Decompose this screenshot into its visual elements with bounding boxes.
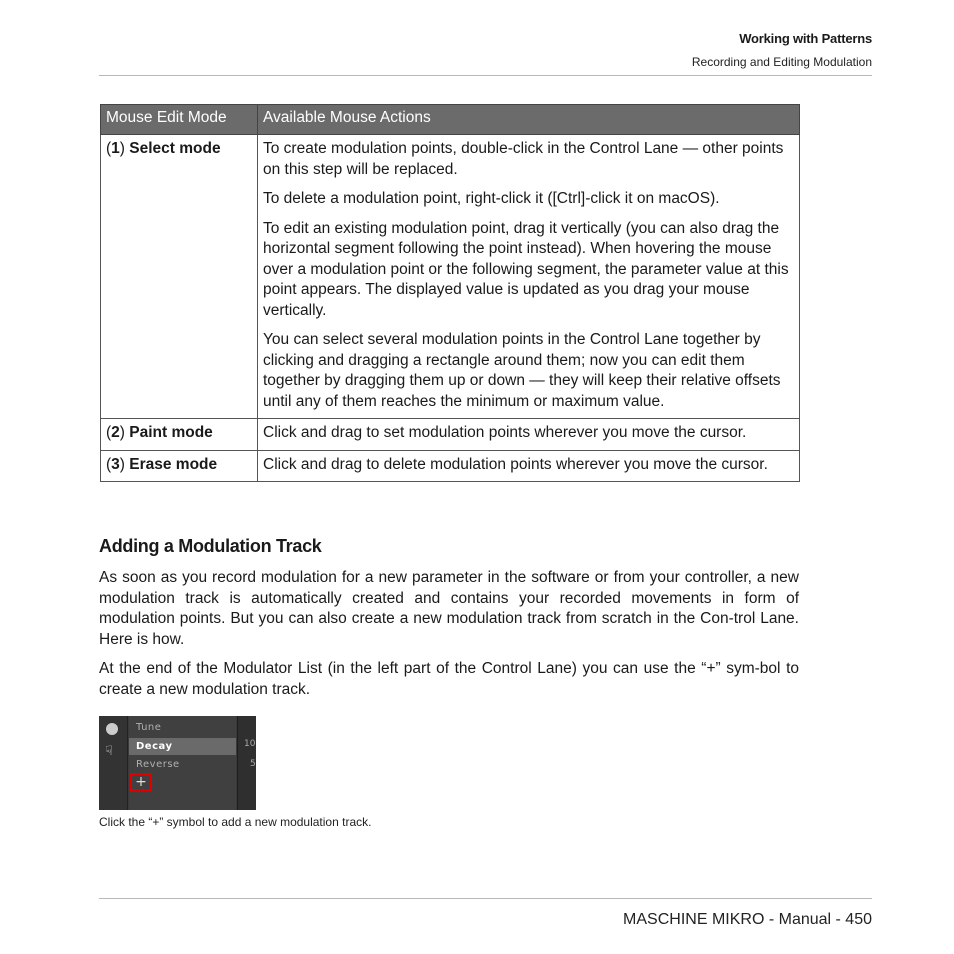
mode-number: 1 — [111, 140, 120, 157]
list-item[interactable]: Tune — [136, 722, 162, 733]
mode-number: 3 — [111, 455, 120, 473]
action-text: To edit an existing modulation point, drag it vertically (you can also drag the horizontal segment following the point instead). When hovering the mouse over a modulation point or the following segment, the parameter value at this point appears. The displayed value is updated as you drag your mouse vertically. — [263, 219, 789, 319]
gear-icon[interactable] — [106, 723, 118, 735]
mode-cell: (1) Select mode — [101, 135, 258, 419]
ruler-label: 5 — [250, 759, 256, 769]
value-ruler — [237, 716, 256, 810]
action-text: Click and drag to delete modulation points wherever you move the cursor. — [263, 455, 768, 473]
section-heading: Adding a Modulation Track — [99, 536, 322, 556]
section-title: Recording and Editing Modulation — [691, 55, 872, 69]
ruler-label: 10 — [244, 739, 256, 749]
table-row — [101, 450, 800, 482]
mode-number: 2 — [111, 424, 120, 441]
table-row — [101, 419, 800, 451]
add-modulation-track-button[interactable]: + — [130, 773, 152, 791]
action-text: You can select several modulation points in the Control Lane together by clicking and dragging a rectangle around them; now you can edit them together by dragging them up or down — they will keep their relative offsets until any of them reaches the minimum or maximum value. — [263, 331, 781, 410]
action-text: To delete a modulation point, right-click it ([Ctrl]-click it on macOS). — [263, 190, 720, 207]
mouse-edit-mode-table — [100, 104, 800, 482]
action-text: Click and drag to set modulation points wherever you move the cursor. — [263, 424, 747, 441]
modulator-list-screenshot — [99, 716, 256, 810]
mode-cell: (2) Paint mode — [101, 419, 258, 451]
header-rule — [99, 75, 872, 76]
modulator-list — [129, 716, 236, 810]
list-item-selected[interactable]: Decay — [129, 738, 236, 755]
figure-caption: Click the “+” symbol to add a new modulation track. — [99, 815, 372, 829]
action-text: To create modulation points, double-click in the Control Lane — other points on this step will be replaced. — [263, 140, 784, 178]
mode-name: Select mode — [129, 140, 221, 157]
list-item[interactable]: Reverse — [136, 759, 180, 770]
actions-cell — [258, 135, 800, 419]
footer-rule — [99, 898, 872, 899]
mode-cell: (3) Erase mode — [101, 450, 258, 482]
body-paragraph: As soon as you record modulation for a new parameter in the software or from your controller, a new modulation track is automatically created and contains your recorded movements in form of modulation points. But you can also create a new modulation track from scratch in the Con-trol Lane. Here is how. — [99, 569, 799, 648]
hand-icon[interactable]: ☟ — [105, 744, 113, 759]
mode-name: Paint mode — [129, 424, 213, 441]
body-paragraph: At the end of the Modulator List (in the left part of the Control Lane) you can use the “+” sym-bol to create a new modulation track. — [99, 660, 799, 698]
col-header-mode: Mouse Edit Mode — [101, 105, 258, 135]
tool-bar — [99, 716, 128, 810]
table-header-row — [101, 105, 800, 135]
actions-cell — [258, 419, 800, 451]
chapter-title: Working with Patterns — [739, 31, 872, 46]
table-row — [101, 135, 800, 419]
actions-cell — [258, 450, 800, 482]
page-footer: MASCHINE MIKRO - Manual - 450 — [623, 911, 872, 928]
mode-name: Erase mode — [129, 455, 218, 473]
col-header-actions: Available Mouse Actions — [258, 105, 800, 135]
